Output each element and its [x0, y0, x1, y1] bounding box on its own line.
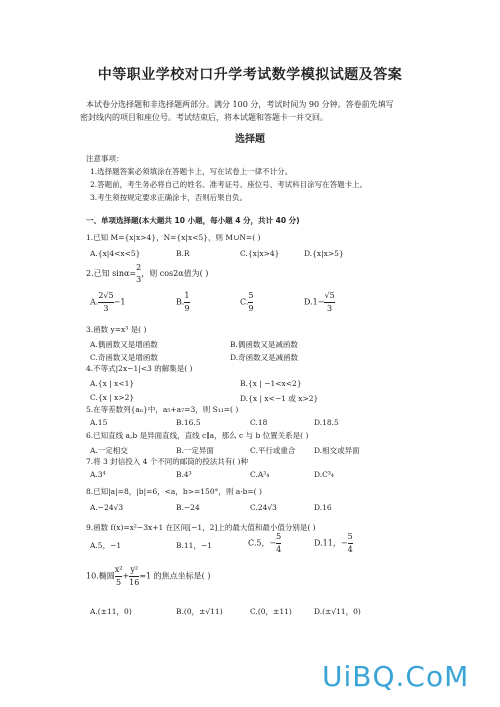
q6-option-c: C.平行或重合 — [250, 446, 296, 455]
q10-x-den: 5 — [116, 578, 122, 587]
q9-d-num: 5 — [348, 531, 353, 544]
q3-option-a: A.偶函数又是增函数 — [90, 340, 158, 349]
q9-c-pre: C.5，− — [248, 538, 277, 548]
q2-a-fraction — [98, 290, 113, 315]
q2-option-a — [90, 290, 125, 315]
q10-x-num: x² — [115, 564, 123, 577]
q2-b-den: 9 — [184, 304, 190, 313]
q2-c-num: 5 — [248, 290, 253, 303]
q7-stem: 7.将 3 封信投入 4 个不同的邮筒的投法共有( )种 — [86, 457, 248, 466]
part-heading: 一、单项选择题(本大题共 10 小题，每小题 4 分，共计 40 分) — [86, 216, 300, 225]
q8-option-d: D.16 — [314, 503, 332, 512]
q5-option-b: B.16.5 — [176, 418, 201, 427]
q10-y-num: y² — [129, 564, 139, 577]
q3-option-d: D.奇函数又是减函数 — [230, 353, 299, 362]
q10-plus: + — [122, 571, 130, 581]
q5-option-d: D.18.5 — [314, 418, 339, 427]
q10-stem-post: =1 的焦点坐标是( ) — [139, 571, 211, 581]
q2-a-rest: −1 — [113, 297, 126, 307]
q2-d-fraction — [324, 290, 334, 315]
q2-num: 2 — [136, 263, 142, 272]
page-title: 中等职业学校对口升学考试数学模拟试题及答案 — [97, 67, 403, 83]
q8-option-b: B.−24 — [176, 503, 200, 512]
q2-b-num: 1 — [184, 290, 189, 303]
q7-option-d: D.C³₄ — [314, 470, 334, 479]
q5-option-a: A.15 — [90, 418, 108, 427]
q2-a-label: A. — [90, 297, 99, 307]
q2-d-label: D. — [304, 297, 313, 307]
q6-option-d: D.相交或异面 — [314, 446, 360, 455]
q10-stem — [86, 564, 210, 589]
intro-line-1: 本试卷分选择题和非选择题两部分。满分 100 分，考试时间为 90 分钟。答卷前先填写 — [86, 100, 394, 109]
q2-b-fraction — [184, 290, 189, 315]
q10-option-c: C.(0，±11) — [250, 607, 292, 616]
q2-a-den: 3 — [103, 304, 109, 313]
site-watermark: UiBQ.CoM — [322, 660, 470, 693]
note-item-2: 2.答题前，考生务必将自己的姓名、准考证号、座位号、考试科目涂写在答题卡上。 — [90, 180, 368, 189]
q6-option-a: A.一定相交 — [90, 446, 128, 455]
q7-option-a: A.3⁴ — [90, 470, 106, 479]
q10-y-den: 16 — [129, 578, 140, 587]
q4-stem: 4.不等式|2x−1|<3 的解集是( ) — [86, 364, 193, 373]
q10-option-b: B.(0，±√11) — [176, 607, 223, 616]
q2-a-num: 2√5 — [98, 290, 113, 303]
notes-heading: 注意事项： — [86, 154, 124, 163]
q9-option-d — [314, 531, 353, 556]
q1-option-d: D.{x|x>5} — [304, 249, 344, 258]
q7-option-c: C.A³₄ — [250, 470, 270, 479]
q2-d-num: √5 — [324, 290, 334, 303]
q2-b-label: B. — [176, 297, 185, 307]
q3-option-c: C.奇函数又是增函数 — [90, 353, 158, 362]
q9-stem: 9.函数 f(x)=x²−3x+1 在区间[−1，2]上的最大值和最小值分别是( ) — [86, 523, 316, 532]
q9-c-fraction — [276, 531, 281, 556]
intro-line-2: 密封线内的项目和座位号。考试结束后，将本试题和答题卡一并交回。 — [80, 113, 328, 122]
q2-option-b — [176, 290, 190, 315]
note-item-3: 3.考生须按规定要求正确涂卡，否则后果自负。 — [90, 193, 248, 202]
q8-stem: 8.已知|a|=8，|b|=6，<a，b>=150°，则 a·b=( ) — [86, 487, 262, 496]
q6-option-b: B.一定异面 — [176, 446, 214, 455]
q8-option-a: A.−24√3 — [90, 503, 124, 512]
q9-c-den: 4 — [276, 545, 282, 554]
q2-option-c — [240, 290, 253, 315]
q4-option-d: D.{x | x<−1 或 x>2} — [240, 394, 319, 403]
q2-option-d — [304, 290, 335, 315]
q2-den: 3 — [136, 275, 142, 284]
q9-d-den: 4 — [347, 545, 353, 554]
q2-c-fraction — [248, 290, 253, 315]
q1-option-a: A.{x|4<x<5} — [90, 249, 141, 258]
q5-stem: 5.在等差数列{aₙ}中，a₅+a₇=3，则 S₁₁=( ) — [86, 405, 239, 414]
q9-c-num: 5 — [276, 531, 281, 544]
q1-option-b: B.R — [176, 249, 190, 258]
note-item-1: 1.选择题答案必须填涂在答题卡上，写在试卷上一律不计分。 — [90, 167, 293, 176]
q3-stem: 3.函数 y=x³ 是( ) — [86, 325, 147, 334]
q10-stem-pre: 10.椭圆 — [86, 571, 115, 581]
q2-stem — [86, 262, 208, 286]
q7-option-b: B.4³ — [176, 470, 192, 479]
q9-option-c — [248, 531, 281, 556]
q2-d-pre: 1− — [312, 297, 325, 307]
q5-option-c: C.18 — [250, 418, 268, 427]
q2-d-den: 3 — [327, 304, 333, 313]
q4-option-c: C.{x | x>2} — [90, 393, 135, 402]
q2-c-den: 9 — [248, 304, 254, 313]
q2-stem-post: ，则 cos2α值为( ) — [141, 269, 209, 278]
q4-option-b: B.{x | −1<x<2} — [240, 379, 302, 388]
q10-option-d: D.(±√11，0) — [314, 607, 361, 616]
q2-stem-pre: 2.已知 sinα= — [86, 269, 137, 278]
q9-option-b: B.11，−1 — [176, 541, 212, 550]
q6-stem: 6.已知直线 a,b 是异面直线，直线 c∥a，那么 c 与 b 位置关系是( ) — [86, 431, 309, 440]
q9-d-pre: D.11，− — [314, 538, 348, 548]
q1-stem: 1.已知 M={x|x>4}，N={x|x<5}，则 M∪N=( ) — [86, 233, 261, 242]
q2-c-label: C. — [240, 297, 249, 307]
q1-option-c: C.{x|x>4} — [240, 249, 280, 258]
q8-option-c: C.24√3 — [250, 503, 277, 512]
q3-option-b: B.偶函数又是减函数 — [230, 340, 298, 349]
section-title: 选择题 — [235, 134, 265, 145]
q10-option-a: A.(±11，0) — [90, 607, 132, 616]
q9-d-fraction — [348, 531, 353, 556]
q10-y-fraction — [129, 564, 139, 589]
q4-option-a: A.{x | x<1} — [90, 379, 135, 388]
q9-option-a: A.5，−1 — [90, 541, 122, 550]
